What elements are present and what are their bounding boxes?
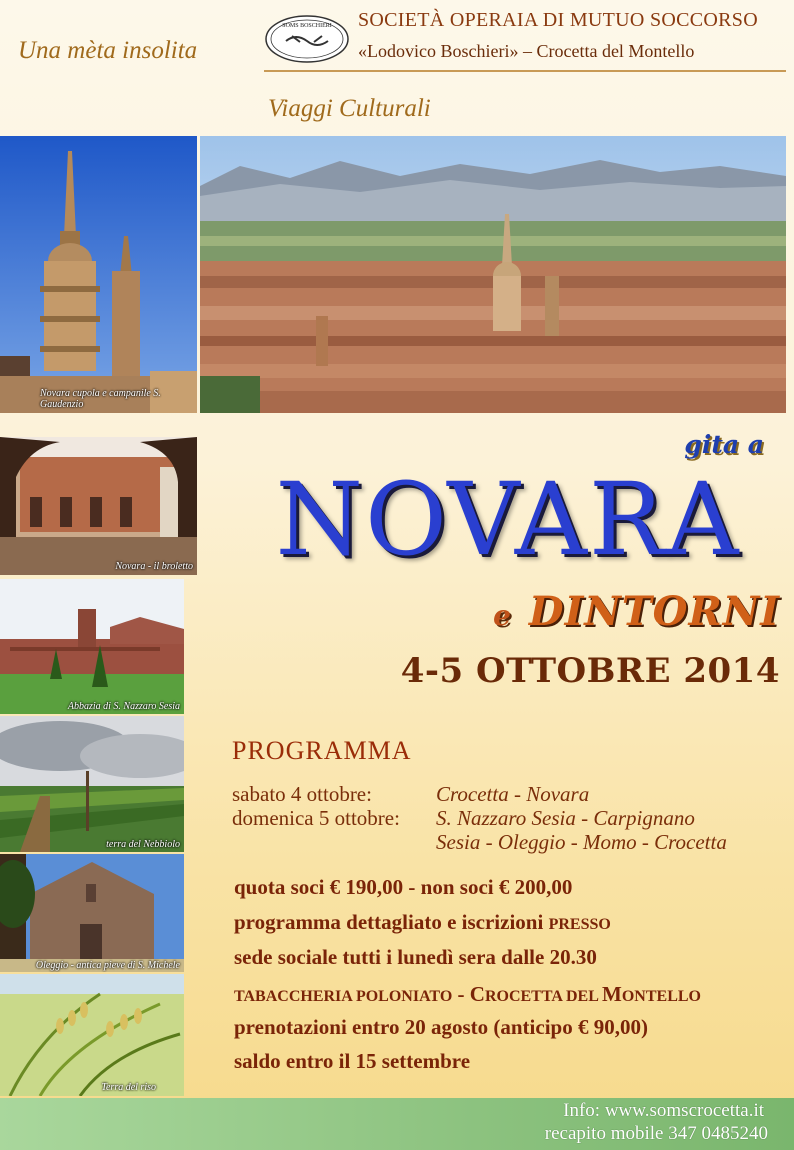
title-conjunction: e [493, 599, 511, 632]
photo-caption: Terra del riso [101, 1082, 156, 1093]
shop-info [234, 982, 701, 1007]
header-divider [264, 70, 786, 72]
price-info: quota soci € 190,00 - non soci € 200,00 [234, 875, 573, 899]
programme-destinations: S. Nazzaro Sesia - Carpignano [436, 806, 695, 830]
programme-day: domenica 5 ottobre: [232, 806, 400, 830]
title-subtitle [493, 588, 780, 635]
society-subtitle: «Lodovico Boschieri» – Crocetta del Montello [358, 41, 695, 61]
programme-day: sabato 4 ottobre: [232, 782, 372, 806]
photo-broletto [0, 437, 197, 575]
logo-lettering: SOMS BOSCHIERI [282, 23, 332, 29]
photo-caption: Novara - il broletto [115, 561, 193, 572]
meeting-info: sede sociale tutti i lunedì sera dalle 20.30 [234, 945, 597, 969]
trip-dates: 4-5 OTTOBRE 2014 [400, 651, 780, 691]
tagline: Una mèta insolita [18, 37, 198, 64]
photo-abbazia-s-nazzaro [0, 579, 184, 714]
photo-novara-panorama [200, 136, 786, 413]
shop-town-initial: M [602, 982, 622, 1006]
photo-caption: Abbazia di S. Nazzaro Sesia [67, 701, 180, 712]
shop-town-rest: ONTELLO [621, 988, 701, 1005]
footer-website[interactable]: Info: www.somscrocetta.it [563, 1100, 764, 1121]
programme-title: PROGRAMMA [232, 736, 412, 765]
photo-oleggio-pieve [0, 854, 184, 972]
section-label: Viaggi Culturali [268, 95, 431, 122]
balance-info: saldo entro il 15 settembre [234, 1049, 471, 1073]
registration-text: programma dettagliato e iscrizioni [234, 910, 549, 934]
programme-destinations: Crocetta - Novara [436, 782, 590, 806]
society-name: SOCIETÀ OPERAIA DI MUTUO SOCCORSO [358, 9, 758, 31]
programme-destinations: Sesia - Oleggio - Momo - Crocetta [436, 830, 727, 854]
title-area: DINTORNI [528, 588, 780, 635]
title-intro: gita a [684, 430, 764, 459]
shop-name: TABACCHERIA POLONIATO [234, 988, 453, 1005]
footer-phone: recapito mobile 347 0485240 [544, 1123, 768, 1144]
photo-caption: terra del Nebbiolo [106, 839, 180, 850]
title-city: NOVARA [275, 461, 741, 578]
photo-terra-del-riso [0, 974, 184, 1096]
photo-caption: Novara cupola e campanile S. Gaudenzio [40, 388, 161, 410]
shop-sep: - C [452, 982, 485, 1006]
shop-town: ROCETTA DEL [484, 988, 603, 1005]
photo-caption: Oleggio - antica pieve di S. Michele [35, 960, 180, 971]
booking-info: prenotazioni entro 20 agosto (anticipo € 90,00) [234, 1015, 648, 1039]
photo-terra-del-nebbiolo [0, 716, 184, 852]
registration-info [234, 910, 611, 935]
photo-cupola-san-gaudenzio [0, 136, 197, 413]
society-logo [264, 14, 350, 64]
registration-presso: PRESSO [548, 916, 611, 933]
